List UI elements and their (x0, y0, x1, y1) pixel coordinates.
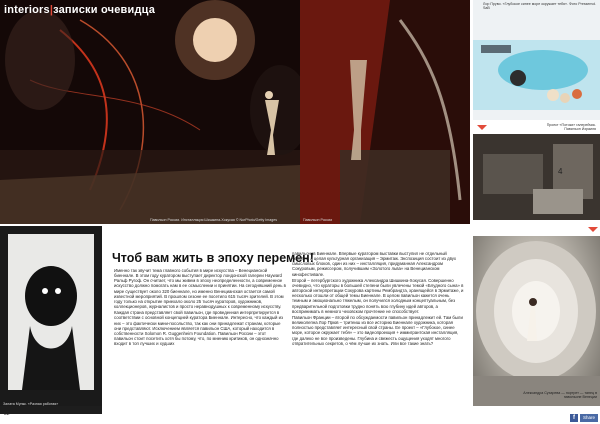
photo-bottom-left-portrait (0, 226, 102, 414)
page-number: 82 (4, 411, 10, 417)
brand-name: interiors (4, 4, 50, 16)
article-paragraph: павильонов Биеннале. Впервые куратором выставки выступил не отдельный человек, а целая культурная организация – Эрмитаж. Экспозиция состоит из двух смысловых блоков, один из них – инсталляция, придуманная Александром Сокуровым, режиссером, получившим «Золотого льва» на Венецианском кинофестивале. (292, 251, 457, 277)
article-column-2 (292, 251, 464, 347)
facebook-icon[interactable]: f (570, 414, 578, 422)
share-button[interactable]: Share (580, 414, 598, 422)
photo-france-pavilion (473, 0, 600, 120)
caption-photo-mid: Павильон России (303, 218, 333, 222)
chevron-down-icon (477, 125, 487, 130)
social-share[interactable] (570, 414, 598, 422)
chevron-down-icon-right (588, 227, 598, 232)
pavilion-illustration (300, 0, 470, 224)
tunnel-illustration (473, 236, 600, 406)
svg-text:4: 4 (558, 167, 563, 176)
portrait-illustration (0, 226, 102, 406)
photo-installation-left (0, 0, 300, 224)
caption-photo-left: Павильон России. Инсталляция Шишкина-Хокусая © NurPhoto/Getty Images (150, 218, 278, 222)
caption-photo-right-top: Лор Прувo. «Глубокое синее море окружает тебя». Фото Pressemol. SaB (483, 2, 597, 11)
article-paragraph: Павильон Франции – второй по обсуждаемости павильон принадлежит ей. Там были великолепна Лор Прюв – тритеиш из все историю Биеннале художника, которая полностью представляет интересный свой страны. Ее проект – «Глубокое, синее море, которое окружает тебя» – это видеопроекция + иммигрантская инсталляция, где далеко не все произведены. Глубина и свежесть ощущения уходят многого отвратительных секретов, о чём лучше их знать. Или все такие знать? (292, 314, 463, 346)
article-column-1 (114, 268, 286, 347)
article-paragraph: Второй – петербургского художника Александра Шишкина-Хокусая. Совершенно очевидно, что кураторы в большей степени были увлечены темой «Блудного сына» в авторской интерпретации Сокурова картины Рембрандта, хранящейся в Эрмитаже, и несколько отошли от общей темы Биеннале. В целом павильон кажется очень темным и эмоционально тяжелым, он получился холодным концептуальным, без предварительной подготовки трудно понять всю глубину идей авторов, а воспринимать в немного чеховском прочтение не способствует. (292, 277, 464, 314)
photo-russian-pavilion (300, 0, 470, 224)
photo-israel-pavilion (473, 134, 600, 220)
article-title: Чтоб вам жить в эпоху перемен! (112, 251, 314, 265)
photo-tunnel-dancer (473, 236, 600, 406)
caption-photo-right-top-2: Проект «Потоки» галерейчик. Павильон Израиля (546, 123, 596, 132)
brand-section: записки очевидца (53, 4, 156, 16)
magazine-brand: interiors|записки очевидца (4, 4, 156, 16)
caption-photo-bottom-left: Залата Мункк. «Рaзная работая» (3, 402, 59, 406)
hospital-illustration (473, 134, 600, 220)
pool-illustration (473, 0, 600, 120)
article-paragraph: Именно так звучит тема главного события в мире искусства – Венецианской биеннале. В этом году куратором выступает директор лондонской галереи Hayward Ральф Ругоф. Он считает, что мы живем в эпоху неопределенности, а современное искусство должно помогать нам в ее осмыслении и принятии. На сегодняшний день в мире существует около 320 биеннале, но именно Венецианская остается самой известной мероприятий. В прошлом сезоне ее посетило 615 тысяч зрителей. В этом году только на открытие приехало около 25 тысяч кураторов, художников, коллекционеров, журналистов и просто неравнодушных к современному искусству. (114, 268, 286, 310)
installation-illustration (0, 0, 300, 224)
article-paragraph: Каждая страна представляет свой павильон, где проведенная интерпретируется в соответствии с основной концепцией куратора Биеннале. Интересно, что каждый из них – это фактически мини-посольство, так как они принадлежат странам, которые они представляют. Исключением является павильон США, который находится в собственности Solomon R. Guggenheim Foundation. Павильон России – этот павильон стоит посетить хотя бы потому, что, по мнению критиков, он однозначно входит в топ лучших и худших (114, 310, 284, 347)
caption-photo-right-bottom: Александра Сухарева — портрет — танец в павильоне Венеции (523, 391, 597, 400)
